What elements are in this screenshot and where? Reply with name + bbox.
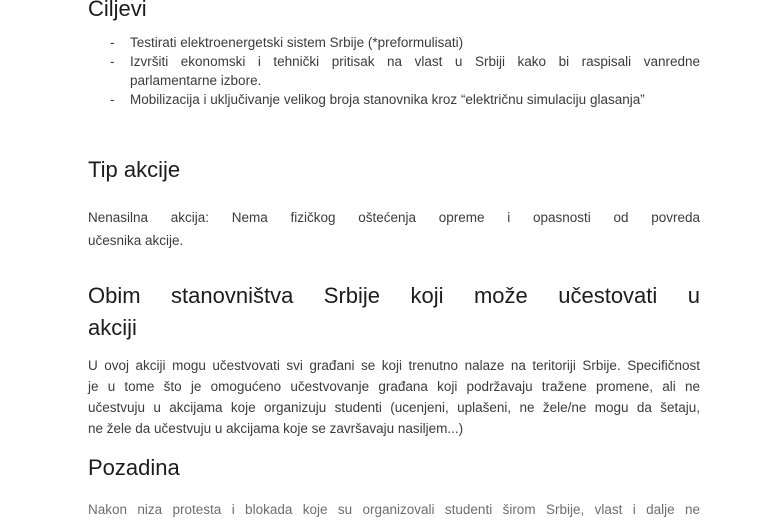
tip-paragraph-line-2: učesnika akcije. xyxy=(88,233,184,248)
heading-pozadina: Pozadina xyxy=(88,455,180,480)
heading-ciljevi: Ciljevi xyxy=(88,0,147,21)
bullet-dash-icon: - xyxy=(110,92,115,107)
bullet-dash-icon: - xyxy=(110,54,115,69)
goal-item-1-line-1: Testirati elektroenergetski sistem Srbije (*preformulisati) xyxy=(130,35,464,50)
obim-paragraph-line-1: U ovoj akciji mogu učestvovati svi građani se koji trenutno nalaze na teritoriji Srbije. Specifičnost xyxy=(88,358,700,373)
goal-item-3-line-1: Mobilizacija i uključivanje velikog broja stanovnika kroz “električnu simulaciju glasanja” xyxy=(130,92,645,107)
heading-obim-line-1: Obim stanovništva Srbije koji može učestovati u xyxy=(88,283,700,308)
bullet-dash-icon: - xyxy=(110,35,115,50)
clipped-paragraph-line: Nakon niza protesta i blokada koje su organizovali studenti širom Srbije, vlast i dalje ne xyxy=(88,502,700,517)
obim-paragraph-line-3: učestvuju u akcijama koje organizuju studenti (ucenjeni, uplašeni, ne žele/ne mogu da šetaju, xyxy=(88,400,700,415)
tip-paragraph-line-1: Nenasilna akcija: Nema fizičkog oštećenja opreme i opasnosti od povreda xyxy=(88,210,700,225)
heading-obim-line-2: akciji xyxy=(88,315,137,340)
goal-item-2-line-2: parlamentarne izbore. xyxy=(130,73,262,88)
heading-tip-akcije: Tip akcije xyxy=(88,157,181,182)
document-page xyxy=(88,0,700,517)
obim-paragraph-line-2: je u tome što je omogućeno učestvovanje građana koji podržavaju tražene promene, ali ne xyxy=(88,379,700,394)
obim-paragraph-line-4: ne žele da učestvuju u akcijama koje se završavaju nasiljem...) xyxy=(88,421,464,436)
goal-item-2-line-1: Izvršiti ekonomski i tehnički pritisak na vlast u Srbiji kako bi raspisali vanredne xyxy=(130,54,700,69)
